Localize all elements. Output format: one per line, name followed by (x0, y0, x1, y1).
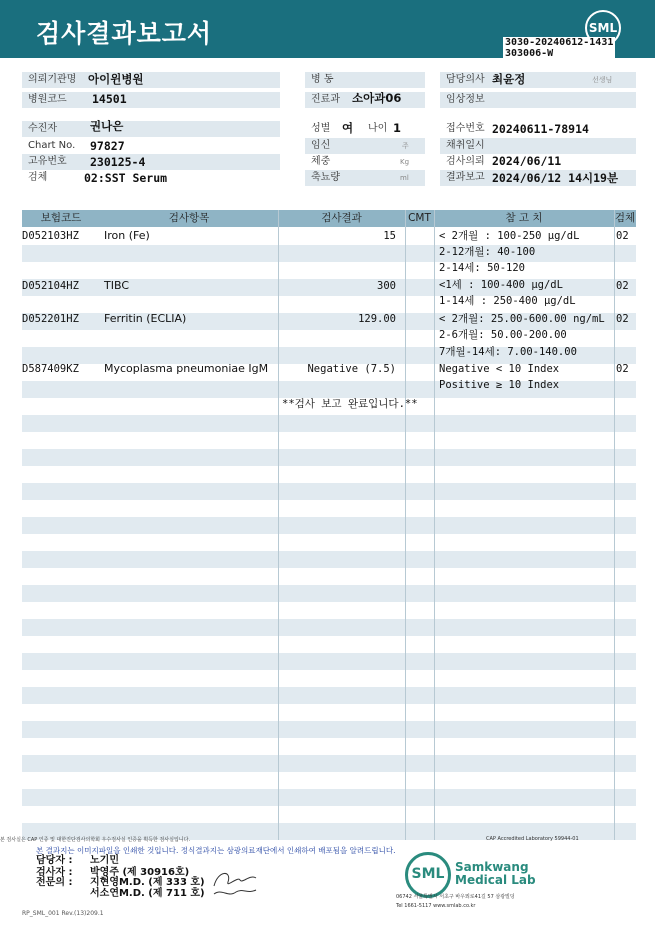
row-ref-line: <1세 : 100-400 μg/dL (439, 279, 563, 291)
chart-no-label: Chart No. (28, 140, 76, 151)
unique-no-value: 230125-4 (90, 155, 146, 169)
doctor-value: 최윤정 (492, 72, 526, 86)
staff-role: 전문의 : (36, 877, 73, 888)
col-line-4 (614, 210, 615, 840)
company-name-line-2: Medical Lab (455, 873, 536, 887)
staff-name: 박영주 (제 30916호) (90, 867, 190, 878)
sex-value: 여 (342, 121, 354, 135)
dept-value: 소아과06 (352, 91, 402, 105)
row-result: 15 (383, 230, 396, 242)
row-ref-line: 7개월-14세: 7.00-140.00 (439, 346, 577, 358)
dept-label: 진료과 (305, 92, 425, 108)
row-ref-line: < 2개월: 25.00-600.00 ng/mL (439, 313, 605, 325)
report-number (503, 37, 615, 59)
th-specimen: 검체 (614, 212, 636, 224)
row-item: TIBC (104, 279, 129, 292)
table-stripe (22, 517, 636, 534)
row-code: D052201HZ (22, 313, 79, 325)
table-stripe (22, 551, 636, 568)
company-name (455, 861, 536, 887)
row-code: D052104HZ (22, 280, 79, 292)
pregnancy-unit: 주 (402, 142, 409, 150)
patient-value: 권나은 (90, 119, 124, 133)
footer-logo-text: SML (411, 866, 445, 882)
col-line-2 (405, 210, 406, 840)
table-stripe (22, 687, 636, 704)
collect-label: 채취일시 (440, 138, 636, 154)
row-specimen: 02 (616, 230, 629, 242)
pregnancy-label: 임신 (305, 138, 425, 154)
row-item: Iron (Fe) (104, 229, 150, 242)
row-ref-line: 1-14세 : 250-400 μg/dL (439, 295, 576, 307)
age-label: 나이 (368, 123, 388, 134)
staff-name: 서소연M.D. (제 711 호) (90, 888, 205, 899)
weight-unit: Kg (400, 158, 410, 166)
row-ref-line: 2-6개월: 50.00-200.00 (439, 329, 567, 341)
page-title: 검사결과보고서 (36, 19, 213, 48)
row-ref-line: 2-12개월: 40-100 (439, 246, 536, 258)
header-logo-text: SML (588, 21, 618, 35)
ward-label: 병 동 (305, 72, 425, 88)
table-stripe (22, 653, 636, 670)
staff-name: 지현영M.D. (제 333 호) (90, 877, 205, 888)
signature-icon (210, 864, 260, 898)
col-line-3 (434, 210, 435, 840)
th-code: 보험코드 (40, 212, 82, 224)
request-label: 검사의뢰 (446, 156, 485, 167)
urine-unit: ml (400, 174, 409, 182)
institution-value: 아이윈병원 (88, 72, 144, 86)
report-number-line-1: 3030-20240612-1431 (505, 37, 614, 48)
sml-footer-logo-icon (405, 852, 451, 898)
staff-role: 검사자 : (36, 867, 73, 878)
company-name-line-1: Samkwang (455, 860, 529, 874)
hospital-code-value: 14501 (92, 92, 127, 106)
th-reference: 참 고 치 (505, 212, 543, 224)
doctor-suffix: 선생님 (592, 76, 613, 84)
th-item: 검사항목 (168, 212, 210, 224)
row-specimen: 02 (616, 280, 629, 292)
chart-no-value: 97827 (90, 139, 125, 153)
table-stripe (22, 585, 636, 602)
staff-name: 노기민 (90, 855, 119, 866)
table-header (22, 210, 636, 227)
receipt-label: 접수번호 (446, 123, 485, 134)
row-result: 300 (377, 280, 396, 292)
receipt-value: 20240611-78914 (492, 122, 589, 136)
table-stripe (22, 755, 636, 772)
th-result: 검사결과 (321, 212, 362, 224)
revision-text: RP_SML_001 Rev.(13)209.1 (22, 910, 104, 917)
row-code: D052103HZ (22, 230, 79, 242)
urine-label: 축뇨량 (305, 170, 425, 186)
doctor-label: 담당의사 (440, 72, 636, 88)
table-stripe (22, 721, 636, 738)
col-line-1 (278, 210, 279, 840)
specimen-label: 검체 (28, 172, 48, 183)
staff-role: 담당자 : (36, 855, 73, 866)
row-result: Negative (7.5) (307, 363, 396, 375)
row-item: Ferritin (ECLIA) (104, 312, 187, 325)
patient-label: 수진자 (22, 121, 280, 137)
table-stripe (22, 789, 636, 806)
hospital-code-label: 병원코드 (22, 92, 280, 108)
certification-text: 본 검사실은 CAP 인증 및 대한진단검사의학회 우수검사실 인증을 획득한 검사실입니다. (0, 837, 191, 843)
table-stripe (22, 619, 636, 636)
report-number-line-2: 303006-W (505, 48, 554, 59)
notice-text: 본 결과지는 이미지파일을 인쇄한 것입니다. 정식결과지는 삼광의료재단에서 인쇄하여 배포됨을 알려드립니다. (36, 846, 396, 855)
row-code: D587409KZ (22, 363, 79, 375)
age-value: 1 (393, 121, 402, 135)
result-label: 결과보고 (440, 170, 636, 186)
unique-no-label: 고유번호 (22, 154, 280, 170)
row-ref-line: < 2개월 : 100-250 μg/dL (439, 230, 580, 242)
company-phone: Tel 1661-5117 www.smlab.co.kr (396, 903, 476, 909)
table-stripe (22, 483, 636, 500)
row-specimen: 02 (616, 313, 629, 325)
th-cmt: CMT (408, 212, 431, 224)
institution-label: 의뢰기관명 (22, 72, 280, 88)
specimen-value: 02:SST Serum (84, 171, 168, 185)
row-item: Mycoplasma pneumoniae IgM (104, 362, 269, 375)
table-stripe (22, 245, 636, 262)
row-result: 129.00 (358, 313, 396, 325)
row-ref-line: Positive ≥ 10 Index (439, 379, 560, 391)
table-stripe (22, 449, 636, 466)
company-address: 06742 서울특별시 서초구 바우뫼로41길 57 삼광빌딩 (396, 894, 515, 900)
clinical-info-label: 임상정보 (440, 92, 636, 108)
row-ref-line: 2-14세: 50-120 (439, 262, 526, 274)
report-complete-text: **검사 보고 완료입니다.** (282, 398, 418, 410)
request-value: 2024/06/11 (492, 154, 562, 168)
weight-label: 체중 (311, 156, 331, 167)
row-ref-line: Negative < 10 Index (439, 363, 560, 375)
result-value: 2024/06/12 14시19분 (492, 171, 619, 185)
table-stripe (22, 415, 636, 432)
cap-text: CAP Accredited Laboratory 59944-01 (486, 836, 579, 842)
row-specimen: 02 (616, 363, 629, 375)
sex-label: 성별 (311, 123, 331, 134)
